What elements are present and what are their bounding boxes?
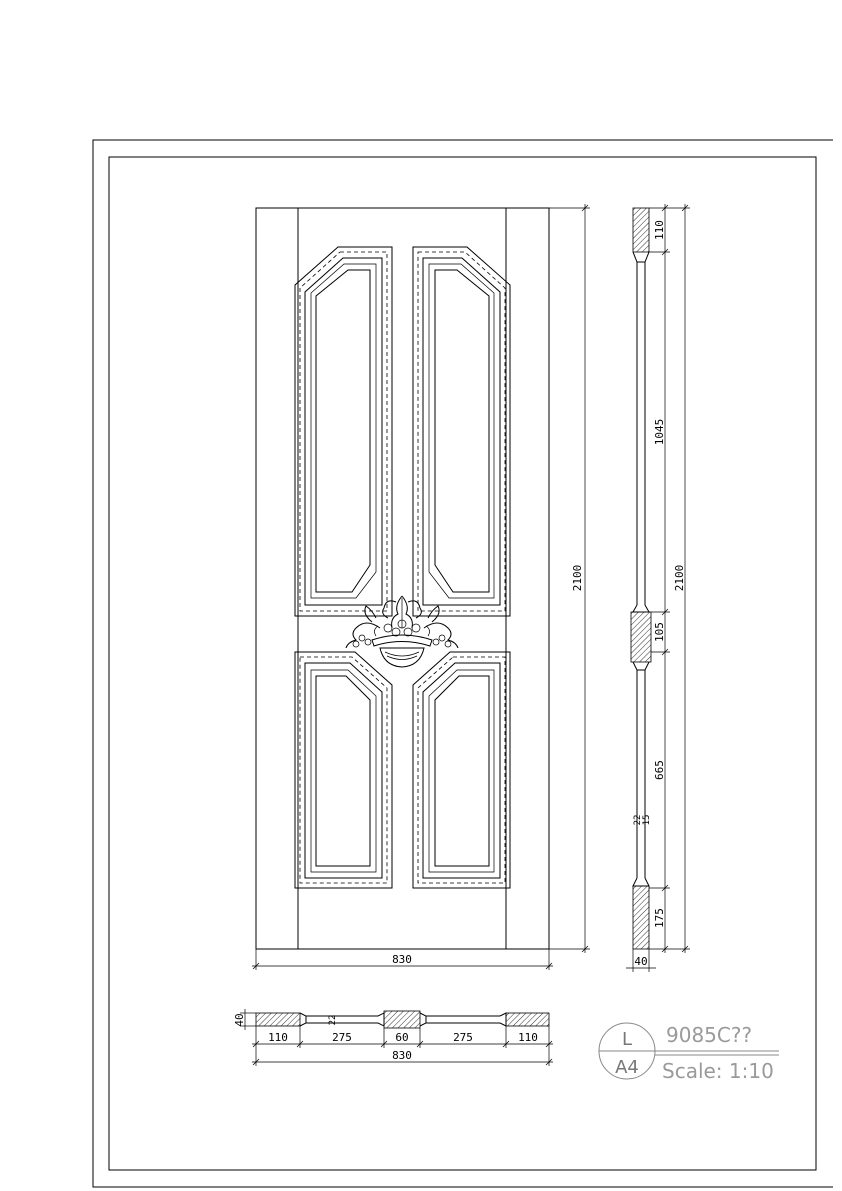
side-panel-thickness-a: 22: [633, 814, 643, 826]
plan-panel-thickness-label: 22: [328, 1014, 338, 1026]
side-mid-rail-label: 105: [653, 622, 666, 642]
side-panel-thickness-b: 15: [642, 814, 652, 826]
front-width-label: 830: [392, 953, 412, 966]
side-thickness-label: 40: [634, 955, 648, 968]
carved-ornament: [346, 596, 458, 667]
plan-panel-left-label: 275: [332, 1031, 352, 1044]
plan-stile-right-label: 110: [518, 1031, 538, 1044]
upper-right-panel: [413, 247, 510, 616]
door-plan-section: [233, 1009, 553, 1066]
plan-thickness-label: 40: [233, 1013, 246, 1027]
sheet-label: A4: [615, 1057, 639, 1078]
lower-left-panel: [295, 652, 392, 888]
plan-panel-right-label: 275: [453, 1031, 473, 1044]
side-total-label: 2100: [673, 564, 686, 592]
side-lower-panel-label: 665: [653, 760, 666, 780]
upper-left-panel: [295, 247, 392, 616]
front-height-label: 2100: [571, 564, 584, 592]
plan-stile-left-label: 110: [268, 1031, 288, 1044]
title-block: [599, 1023, 779, 1083]
scale-label: Scale: 1:10: [662, 1059, 774, 1083]
front-width-dimension: [252, 949, 553, 970]
series-label: L: [621, 1029, 633, 1050]
model-number: 9085C??: [666, 1023, 753, 1047]
door-front-elevation: [252, 204, 590, 970]
side-top-rail-label: 110: [653, 220, 666, 240]
plan-total-label: 830: [392, 1049, 412, 1062]
front-height-dimension: [549, 204, 590, 953]
side-upper-panel-label: 1045: [653, 418, 666, 446]
plan-mid-stile-label: 60: [395, 1031, 409, 1044]
door-side-section: [626, 204, 690, 972]
lower-right-panel: [413, 652, 510, 888]
side-bottom-rail-label: 175: [653, 908, 666, 928]
